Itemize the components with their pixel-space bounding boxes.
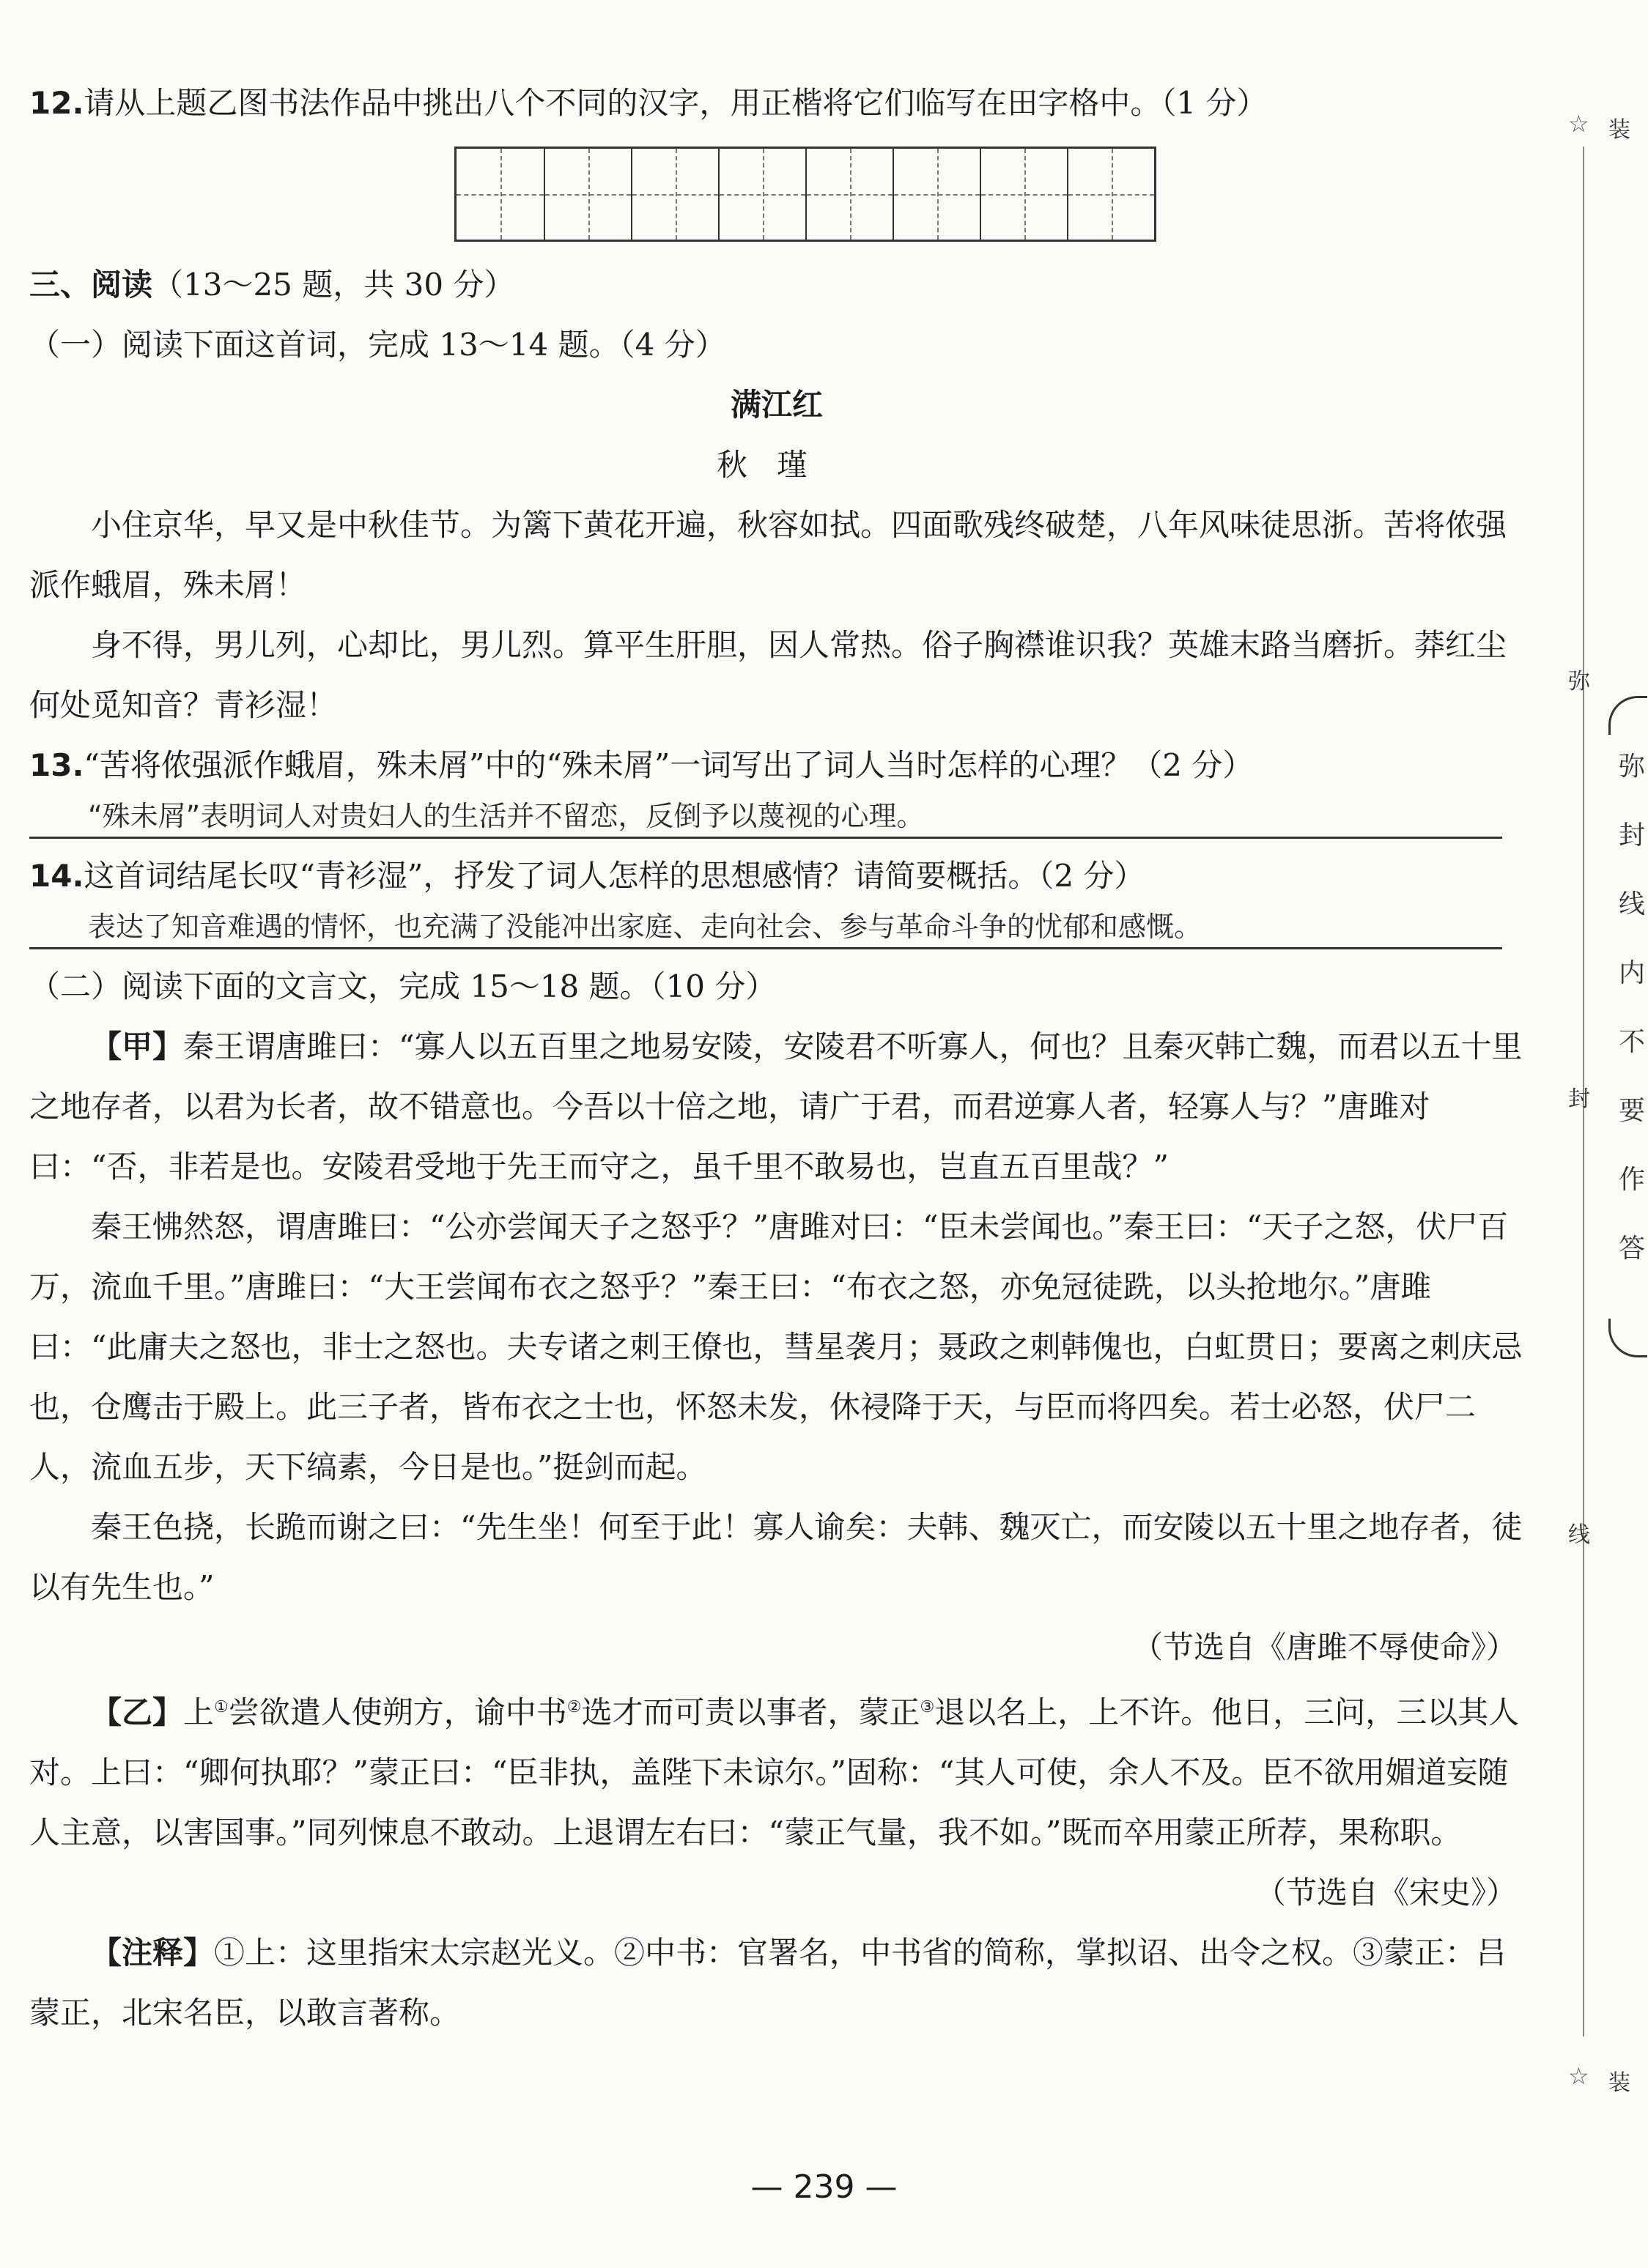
paren-open [1608,696,1647,735]
question-12 [29,73,1524,133]
grid-cell[interactable] [1067,149,1154,240]
passage-jia-para [29,1017,1524,1197]
question-text: 这首词结尾长叹“青衫湿”，抒发了词人怎样的思想感情？请简要概括。（2 分） [84,858,1145,894]
question-14 [29,846,1524,906]
margin-mark-zhuang-bottom: 装 [1608,2070,1630,2096]
paren-close [1608,1319,1647,1357]
poem-stanza: 小住京华，早又是中秋佳节。为篱下黄花开遍，秋容如拭。四面歌残终破楚，八年风味徒思浙。苦将侬强派作蛾眉，殊未屑！ [29,507,1507,603]
grid-cell[interactable] [980,149,1067,240]
notes-label: 【注释】 [91,1935,215,1971]
poem-author: 秋瑾 [716,447,837,483]
part1-intro: （一）阅读下面这首词，完成 13～14 题。（4 分） [29,327,726,363]
passage-label: 【乙】 [91,1694,184,1730]
poem-stanza: 身不得，男儿列，心却比，男儿烈。算平生肝胆，因人常热。俗子胸襟谁识我？英雄末路当磨折。莽红尘何处觅知音？青衫湿！ [29,627,1507,723]
question-number: 13. [29,747,84,783]
margin-char: 要 [1618,1096,1645,1126]
answer-13[interactable]: “殊未屑”表明词人对贵妇人的生活并不留恋，反倒予以蔑视的心理。 [29,796,1502,839]
passage-text: 尝欲遣人使朔方，谕中书 [228,1694,567,1730]
poem-title: 满江红 [730,387,823,423]
grid-cell[interactable] [544,149,631,240]
question-text: 请从上题乙图书法作品中挑出八个不同的汉字，用正楷将它们临写在田字格中。（1 分） [84,85,1268,121]
passage-label: 【甲】 [91,1029,184,1064]
star-icon: ☆ [1568,110,1589,138]
grid-cell[interactable] [457,149,544,240]
passage-text: 上 [183,1694,215,1730]
margin-mark-mi: 弥 [1568,669,1590,694]
part2-intro: （二）阅读下面的文言文，完成 15～18 题。（10 分） [29,968,777,1004]
tianzige-grid[interactable] [454,147,1156,242]
section-title: 三、阅读 [29,267,153,303]
passage-jia-para: 秦王怫然怒，谓唐雎曰：“公亦尝闻天子之怒乎？”唐雎对曰：“臣未尝闻也。”秦王曰：“天子之怒，伏尸百万，流血千里。”唐雎曰：“大王尝闻布衣之怒乎？”秦王曰：“布衣之怒，亦免冠徒跣，以头抢地尔。”唐雎曰：“此庸夫之怒也，非士之怒也。夫专诸之刺王僚也，彗星袭月；聂政之刺韩傀也，白虹贯日；要离之刺庆忌也，仓鹰击于殿上。此三子者，皆布衣之士也，怀怒未发，休祲降于天，与臣而将四矣。若士必怒，伏尸二人，流血五步，天下缟素，今日是也。”挺剑而起。 [29,1209,1523,1485]
annotations [29,1923,1524,2043]
margin-char: 线 [1618,889,1645,919]
footnote-ref: ③ [920,1698,935,1716]
question-13 [29,735,1524,796]
passage-text: 秦王谓唐雎曰：“寡人以五百里之地易安陵，安陵君不听寡人，何也？且秦灭韩亡魏，而君以五十里之地存者，以君为长者，故不错意也。今吾以十倍之地，请广于君，而君逆寡人者，轻寡人与？”唐雎对曰：“否，非若是也。安陵君受地于先王而守之，虽千里不敢易也，岂直五百里哉？” [29,1029,1523,1185]
margin-mark-feng: 封 [1568,1086,1590,1112]
page-number: — 239 — [750,2168,898,2206]
margin-char: 答 [1618,1234,1645,1264]
passage-text: 退以名上，上不许。他日，三问，三以其人对。上曰：“卿何执耶？”蒙正曰：“臣非执，盖陛下未谅尔。”固称：“其人可使，余人不及。臣不欲用媚道妄随人主意，以害国事。”同列悚息不敢动。上退谓左右曰：“蒙正气量，我不如。”既而卒用蒙正所荐，果称职。 [29,1694,1520,1850]
margin-char: 不 [1618,1027,1645,1057]
grid-cell[interactable] [805,149,893,240]
passage-jia-para: 秦王色挠，长跪而谢之曰：“先生坐！何至于此！寡人谕矣：夫韩、魏灭亡，而安陵以五十里之地存者，徒以有先生也。” [29,1509,1523,1605]
margin-mark-xian: 线 [1568,1522,1590,1548]
star-icon: ☆ [1568,2062,1589,2090]
question-number: 12. [29,85,84,121]
margin-char: 封 [1618,820,1645,850]
question-text: “苦将侬强派作蛾眉，殊未屑”中的“殊未屑”一词写出了词人当时怎样的心理？（2 分） [84,747,1254,783]
source-citation: （节选自《宋史》） [1255,1875,1517,1911]
grid-cell[interactable] [893,149,980,240]
section-range: （13～25 题，共 30 分） [152,267,515,303]
passage-text: 选才而可责以事者，蒙正 [581,1694,920,1730]
margin-char: 作 [1618,1165,1645,1195]
margin-char: 弥 [1618,752,1645,782]
passage-yi-para [29,1678,1524,1863]
exam-page [29,73,1524,2043]
footnote-ref: ② [566,1698,582,1716]
section-heading [29,255,1524,315]
margin-char: 内 [1618,958,1645,988]
margin-mark-zhuang-top: 装 [1608,117,1630,143]
source-citation: （节选自《唐雎不辱使命》） [1131,1629,1517,1665]
margin-warning [1616,733,1648,1283]
answer-14[interactable]: 表达了知音难遇的情怀，也充满了没能冲出家庭、走向社会、参与革命斗争的忧郁和感慨。 [29,906,1502,949]
grid-cell[interactable] [718,149,805,240]
question-number: 14. [29,858,84,894]
grid-cell[interactable] [631,149,718,240]
notes-text: ①上：这里指宋太宗赵光义。②中书：官署名，中书省的简称，掌拟诏、出令之权。③蒙正：吕蒙正，北宋名臣，以敢言著称。 [29,1935,1507,2031]
footnote-ref: ① [214,1698,229,1716]
